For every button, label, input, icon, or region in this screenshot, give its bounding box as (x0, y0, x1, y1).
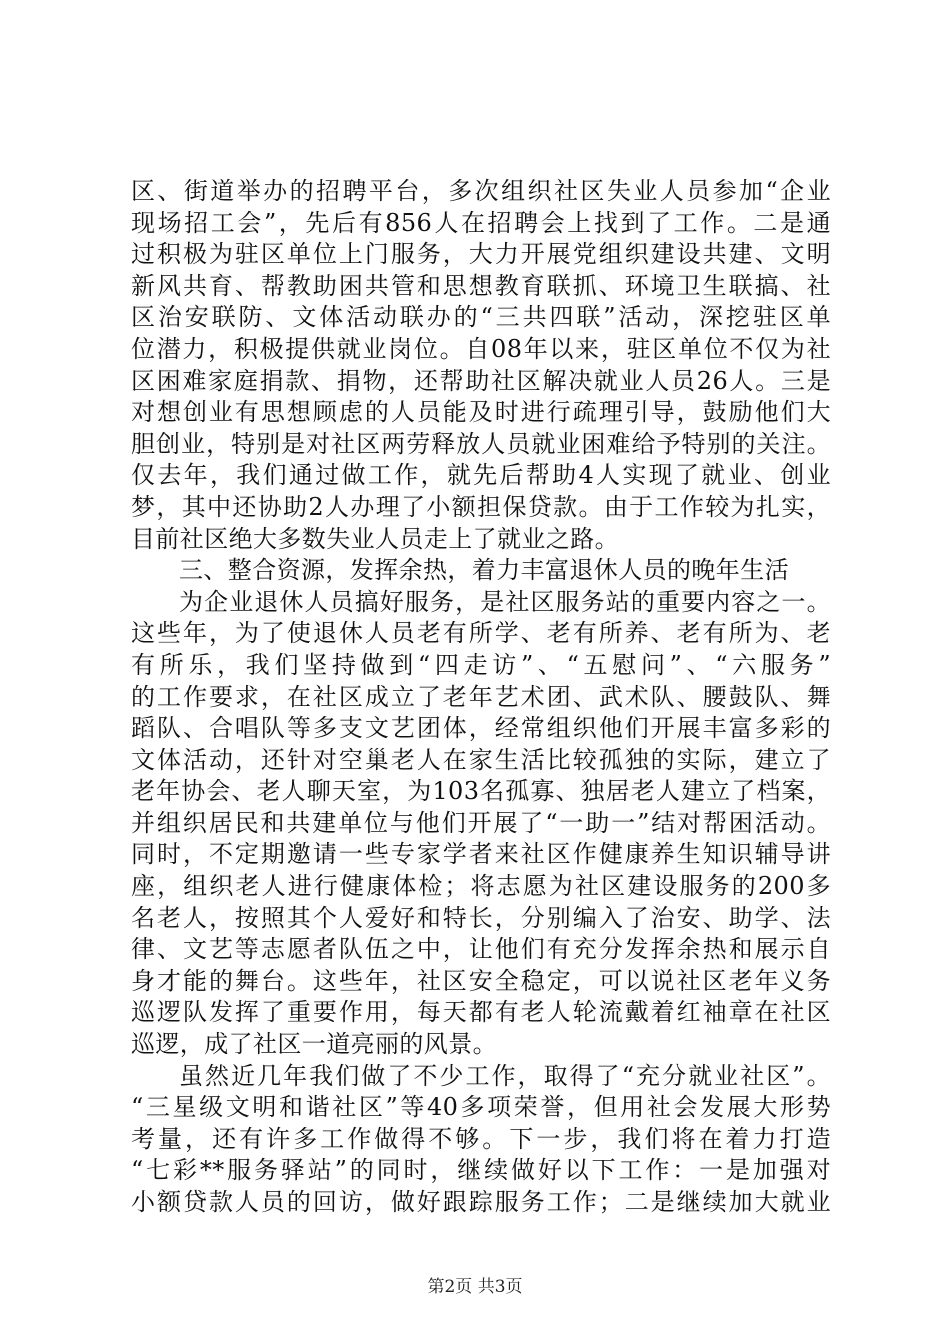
text-line: 为企业退休人员搞好服务，是社区服务站的重要内容之一。 (179, 587, 831, 616)
text-line: 并组织居民和共建单位与他们开展了“一助一”结对帮困活动。 (131, 808, 831, 837)
text-line: “三星级文明和谐社区”等40多项荣誉，但用社会发展大形势 (131, 1093, 831, 1122)
text-line: 区、街道举办的招聘平台，多次组织社区失业人员参加“企业 (131, 177, 831, 205)
text-line: 胆创业，特别是对社区两劳释放人员就业困难给予特别的关注。 (131, 429, 831, 458)
text-line: 巡逻，成了社区一道亮丽的风景。 (131, 1030, 497, 1059)
text-line: 区困难家庭捐款、捐物，还帮助社区解决就业人员26人。三是 (131, 366, 831, 395)
text-line: 现场招工会”，先后有856人在招聘会上找到了工作。二是通 (131, 208, 831, 237)
text-line: 名老人，按照其个人爱好和特长，分别编入了治安、助学、法 (131, 903, 831, 932)
text-line: 巡逻队发挥了重要作用，每天都有老人轮流戴着红袖章在社区 (131, 998, 831, 1027)
document-body (131, 176, 831, 1219)
text-line: “七彩**服务驿站”的同时，继续做好以下工作：一是加强对 (131, 1156, 831, 1185)
text-line: 蹈队、合唱队等多支文艺团体，经常组织他们开展丰富多彩的 (131, 714, 831, 743)
text-line: 虽然近几年我们做了不少工作，取得了“充分就业社区”。 (179, 1061, 831, 1090)
text-line: 的工作要求，在社区成立了老年艺术团、武术队、腰鼓队、舞 (131, 682, 831, 711)
text-line: 位潜力，积极提供就业岗位。自08年以来，驻区单位不仅为社 (131, 334, 831, 363)
text-line: 这些年，为了使退休人员老有所学、老有所养、老有所为、老 (131, 619, 831, 648)
text-line: 过积极为驻区单位上门服务，大力开展党组织建设共建、文明 (131, 240, 831, 269)
text-line: 梦，其中还协助2人办理了小额担保贷款。由于工作较为扎实， (131, 492, 831, 521)
text-line: 同时，不定期邀请一些专家学者来社区作健康养生知识辅导讲 (131, 840, 831, 869)
page-number-footer: 第2页 共3页 (427, 1277, 523, 1297)
text-line: 有所乐，我们坚持做到“四走访”、“五慰问”、“六服务” (131, 650, 831, 679)
text-line: 目前社区绝大多数失业人员走上了就业之路。 (131, 524, 619, 553)
text-line: 座，组织老人进行健康体检；将志愿为社区建设服务的200多 (131, 872, 831, 901)
section-heading: 三、整合资源，发挥余热，着力丰富退休人员的晚年生活 (179, 556, 789, 585)
text-line: 新风共育、帮教助困共管和思想教育联抓、环境卫生联搞、社 (131, 271, 831, 300)
text-line: 身才能的舞台。这些年，社区安全稳定，可以说社区老年义务 (131, 966, 831, 995)
text-line: 对想创业有思想顾虑的人员能及时进行疏理引导，鼓励他们大 (131, 398, 831, 427)
text-line: 文体活动，还针对空巢老人在家生活比较孤独的实际，建立了 (131, 745, 831, 774)
text-line: 仅去年，我们通过做工作，就先后帮助4人实现了就业、创业 (131, 461, 831, 490)
text-line: 考量，还有许多工作做得不够。下一步，我们将在着力打造 (131, 1124, 831, 1153)
text-line: 小额贷款人员的回访，做好跟踪服务工作；二是继续加大就业 (131, 1188, 831, 1216)
text-line: 老年协会、老人聊天室，为103名孤寡、独居老人建立了档案， (131, 777, 831, 806)
text-line: 区治安联防、文体活动联办的“三共四联”活动，深挖驻区单 (131, 303, 831, 332)
text-line: 律、文艺等志愿者队伍之中，让他们有充分发挥余热和展示自 (131, 935, 831, 964)
